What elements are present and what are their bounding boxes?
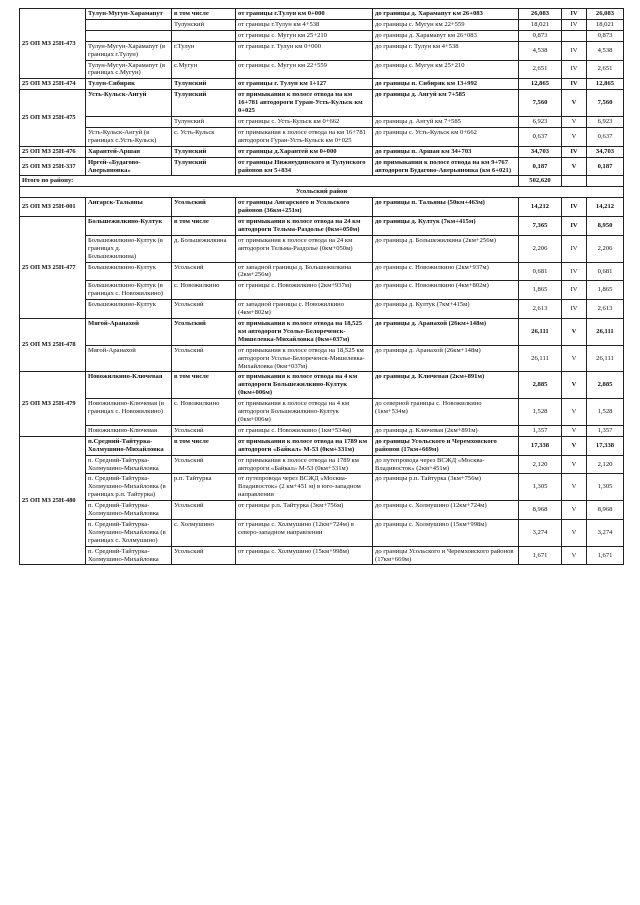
road-length: 0,873 xyxy=(519,30,562,41)
road-to: до границы с. Усть-Кульск км 0+662 xyxy=(373,127,519,146)
road-category: IV xyxy=(562,41,587,60)
total-empty-cat xyxy=(562,176,587,187)
road-category: V xyxy=(562,519,587,546)
road-total: 34,703 xyxy=(587,146,624,157)
road-total: 17,338 xyxy=(587,436,624,455)
road-name: Ангарск-Тальяны xyxy=(86,198,172,217)
road-name: Большежилкино-Култук xyxy=(86,217,172,236)
road-category: V xyxy=(562,345,587,372)
road-to: до границы д. Ключевая (2км+891м) xyxy=(373,425,519,436)
road-total: 6,923 xyxy=(587,116,624,127)
road-category: V xyxy=(562,319,587,346)
road-length: 6,923 xyxy=(519,116,562,127)
road-from: от примыкания к полосе отвода на 4 км автодороги Большежилкино-Култук (0км+006м) xyxy=(236,372,373,399)
road-from: от путепровода через ВСЖД «Москва-Владивосток» (2 км+451 м) в юго-западном направлении xyxy=(236,474,373,501)
road-area: Усольский xyxy=(172,262,236,281)
road-length: 26,111 xyxy=(519,345,562,372)
road-to: до границы Усольского и Черемховского районов (17км+669м) xyxy=(373,436,519,455)
road-length: 34,703 xyxy=(519,146,562,157)
road-total: 7,560 xyxy=(587,90,624,117)
road-code: 25 ОП МЗ 25Н-337 xyxy=(20,157,86,176)
road-name: Усть-Кульск-Ангуй xyxy=(86,90,172,117)
road-area: Тулунский xyxy=(172,19,236,30)
road-from: от примыкания к полосе отвода на 1789 км автодороги «Байкал» М-53 (0км+331м) xyxy=(236,436,373,455)
table-row xyxy=(20,372,624,399)
road-area: с. Усть-Кульск xyxy=(172,127,236,146)
road-category: V xyxy=(562,546,587,565)
road-name: п. Средний-Тайтурка-Холмушино-Михайловка xyxy=(86,501,172,520)
table-row xyxy=(20,60,624,79)
road-category: IV xyxy=(562,235,587,262)
table-row xyxy=(20,281,624,300)
road-name: Усть-Кульск-Ангуй (в границах с.Усть-Кульск) xyxy=(86,127,172,146)
table-row xyxy=(20,146,624,157)
road-name: Харантей-Аршан xyxy=(86,146,172,157)
road-code: 25 ОП МЗ 25Н-479 xyxy=(20,372,86,436)
road-name: Большежилкино-Култук xyxy=(86,300,172,319)
road-from: от примыкания к полосе отвода на 24 км автодороги Тельма-Раздолье (0км+050м) xyxy=(236,235,373,262)
table-row xyxy=(20,127,624,146)
table-row xyxy=(20,319,624,346)
road-name: Тулун-Мугун-Харамаnут (в границах г.Тулун) xyxy=(86,41,172,60)
district-heading: Усольский район xyxy=(20,187,624,198)
road-category: IV xyxy=(562,79,587,90)
road-name: п.Средний-Тайтурка-Холмушино-Михайловка xyxy=(86,436,172,455)
road-area: Тулунский xyxy=(172,79,236,90)
road-code: 25 ОП МЗ 25Н-474 xyxy=(20,79,86,90)
road-length: 26,083 xyxy=(519,9,562,20)
table-row xyxy=(20,30,624,41)
road-category: V xyxy=(562,116,587,127)
road-total: 2,613 xyxy=(587,300,624,319)
road-from: от границы г.Тулун км 0+000 xyxy=(236,9,373,20)
road-total: 26,111 xyxy=(587,345,624,372)
road-length: 0,637 xyxy=(519,127,562,146)
total-value: 502,620 xyxy=(519,176,562,187)
table-row xyxy=(20,262,624,281)
road-category: IV xyxy=(562,217,587,236)
road-to: до границы п. Тальяны (50км+463м) xyxy=(373,198,519,217)
road-category: V xyxy=(562,436,587,455)
road-length: 1,305 xyxy=(519,474,562,501)
road-category: IV xyxy=(562,146,587,157)
road-length: 2,885 xyxy=(519,372,562,399)
road-area: Усольский xyxy=(172,319,236,346)
road-length: 4,538 xyxy=(519,41,562,60)
road-length: 12,865 xyxy=(519,79,562,90)
road-total: 26,083 xyxy=(587,9,624,20)
road-total: 1,528 xyxy=(587,399,624,426)
road-to: до границы Усольского и Черемховского районов (17км+669м) xyxy=(373,546,519,565)
road-length: 2,613 xyxy=(519,300,562,319)
road-code: 25 ОП МЗ 25Н-478 xyxy=(20,319,86,372)
table-row xyxy=(20,519,624,546)
road-total: 1,305 xyxy=(587,474,624,501)
road-area: Тулунский xyxy=(172,90,236,117)
road-to: до границы р.п. Тайтурка (3км+756м) xyxy=(373,474,519,501)
table-row xyxy=(20,90,624,117)
road-total: 1,671 xyxy=(587,546,624,565)
table-row xyxy=(20,235,624,262)
road-name: Тулун-Сибиряк xyxy=(86,79,172,90)
road-from: от примыкания к полосе отвода на 24 км автодороги Тельма-Раздолье (0км+050м) xyxy=(236,217,373,236)
table-row xyxy=(20,157,624,176)
table-row xyxy=(20,217,624,236)
road-total: 0,187 xyxy=(587,157,624,176)
road-to: до границы д. Аранахой (26км+148м) xyxy=(373,319,519,346)
road-area: Усольский xyxy=(172,501,236,520)
table-section-usolye xyxy=(20,198,624,565)
road-area: с. Холмушино xyxy=(172,519,236,546)
road-length: 1,671 xyxy=(519,546,562,565)
road-to: до границы д. Харамаnут км 26+083 xyxy=(373,9,519,20)
road-name: Большежилкино-Култук (в границах д. Большежилкина) xyxy=(86,235,172,262)
total-label: Итого по району: xyxy=(20,176,519,187)
road-area: с. Новожилкино xyxy=(172,281,236,300)
road-code: 25 ОП МЗ 25Н-475 xyxy=(20,90,86,146)
road-category: IV xyxy=(562,60,587,79)
road-from: от границы д.Харантей км 0+000 xyxy=(236,146,373,157)
road-category: V xyxy=(562,90,587,117)
road-to: до границы д. Ангуй км 7+585 xyxy=(373,116,519,127)
road-area: в том числе xyxy=(172,217,236,236)
road-from: от границы г.Тулун км 4+538 xyxy=(236,19,373,30)
road-category: IV xyxy=(562,9,587,20)
road-category: V xyxy=(562,474,587,501)
road-from: от границы г. Тулун км 1+127 xyxy=(236,79,373,90)
road-to: до границы д. Култук (7км+415м) xyxy=(373,300,519,319)
road-from: от примыкания к полосе отвода на км 16+781 автодороги Гуран-Усть-Кульск км 0+025 xyxy=(236,127,373,146)
road-category: V xyxy=(562,157,587,176)
road-length: 26,111 xyxy=(519,319,562,346)
road-to: до примыкания к полосе отвода на км 9+767 автодороги Будагово-Аверьяновка (км 6+021) xyxy=(373,157,519,176)
road-category: V xyxy=(562,372,587,399)
road-length: 0,187 xyxy=(519,157,562,176)
table-row xyxy=(20,501,624,520)
road-to: до границы с. Холмушино (12км+724м) xyxy=(373,501,519,520)
road-area: Усольский xyxy=(172,425,236,436)
table-summary xyxy=(20,176,624,198)
road-name: Новожилкино-Ключевая xyxy=(86,372,172,399)
road-to: до путепровода через ВСЖД «Москва-Владивосток» (2км+451м) xyxy=(373,455,519,474)
road-total: 0,681 xyxy=(587,262,624,281)
road-name xyxy=(86,116,172,127)
roads-table xyxy=(19,8,624,565)
road-length: 18,021 xyxy=(519,19,562,30)
road-category: V xyxy=(562,399,587,426)
road-total: 8,950 xyxy=(587,217,624,236)
table-row xyxy=(20,300,624,319)
road-to: до границы д. Большежилкина (2км+256м) xyxy=(373,235,519,262)
road-category: V xyxy=(562,425,587,436)
road-from: от примыкания к полосе отвода на 18,525 км автодороги Усолье-Белореченск-Мишелевка-Михайловка (0км+037м) xyxy=(236,345,373,372)
table-row xyxy=(20,116,624,127)
road-category: IV xyxy=(562,262,587,281)
road-from: от границы Нижнеудинского и Тулунского районов км 5+834 xyxy=(236,157,373,176)
road-to: до границы д. Аранахой (26км+148м) xyxy=(373,345,519,372)
road-name: п. Средний-Тайтурка-Холмушино-Михайловка xyxy=(86,455,172,474)
road-category: V xyxy=(562,127,587,146)
road-category: IV xyxy=(562,281,587,300)
table-row xyxy=(20,474,624,501)
road-area: Тулунский xyxy=(172,146,236,157)
road-name: п. Средний-Тайтурка-Холмушино-Михайловка (в границах с. Холмушино) xyxy=(86,519,172,546)
road-to: до границы г. Тулун км 4+538 xyxy=(373,41,519,60)
table-row xyxy=(20,546,624,565)
road-area: д. Большежилкина xyxy=(172,235,236,262)
road-area: р.п. Тайтурка xyxy=(172,474,236,501)
table-row xyxy=(20,399,624,426)
table-row xyxy=(20,79,624,90)
road-code: 25 ОП МЗ 25Н-480 xyxy=(20,436,86,565)
road-from: от границы с. Новожилкино (1км+534м) xyxy=(236,425,373,436)
road-from: от западной границы д. Большежилкина (2км+256м) xyxy=(236,262,373,281)
road-total: 1,865 xyxy=(587,281,624,300)
table-row xyxy=(20,436,624,455)
road-to: до границы с. Мугун км 22+559 xyxy=(373,19,519,30)
road-total: 2,206 xyxy=(587,235,624,262)
road-category xyxy=(562,30,587,41)
road-code: 25 ОП МЗ 25Н-473 xyxy=(20,9,86,79)
road-total: 14,212 xyxy=(587,198,624,217)
road-area: Усольский xyxy=(172,300,236,319)
table-row xyxy=(20,345,624,372)
road-total: 12,865 xyxy=(587,79,624,90)
road-area: в том числе xyxy=(172,9,236,20)
road-total: 3,274 xyxy=(587,519,624,546)
road-to: до северной границы с. Новожилкино (1км+534м) xyxy=(373,399,519,426)
road-length: 14,212 xyxy=(519,198,562,217)
road-from: от границы с. Мугун км 22+559 xyxy=(236,60,373,79)
road-from: от западной границы с. Новожилкино (4км+802м) xyxy=(236,300,373,319)
road-from: от примыкания к полосе отвода на 1789 км автодороги «Байкал» М-53 (0км+331м) xyxy=(236,455,373,474)
road-total: 26,111 xyxy=(587,319,624,346)
road-length: 1,865 xyxy=(519,281,562,300)
road-area: Тулунский xyxy=(172,116,236,127)
road-length: 7,365 xyxy=(519,217,562,236)
road-from: от границы г. Тулун км 0+000 xyxy=(236,41,373,60)
road-length: 2,206 xyxy=(519,235,562,262)
road-to: до границы д. Харамаnут км 26+083 xyxy=(373,30,519,41)
road-length: 8,968 xyxy=(519,501,562,520)
road-from: от примыкания к полосе отвода на км 16+781 автодороги Гуран-Усть-Кульск км 0+025 xyxy=(236,90,373,117)
road-name: п. Средний-Тайтурка-Холмушино-Михайловка (в границах р.п. Тайтурка) xyxy=(86,474,172,501)
road-name: Новожилкино-Ключевая xyxy=(86,425,172,436)
road-to: до границы с. Новожилкино (4км+802м) xyxy=(373,281,519,300)
road-code: 25 ОП МЗ 25Н-477 xyxy=(20,217,86,319)
road-length: 1,357 xyxy=(519,425,562,436)
road-length: 2,120 xyxy=(519,455,562,474)
road-area: в том числе xyxy=(172,436,236,455)
road-total: 2,120 xyxy=(587,455,624,474)
road-area: в том числе xyxy=(172,372,236,399)
table-row xyxy=(20,425,624,436)
road-total: 8,968 xyxy=(587,501,624,520)
road-category: V xyxy=(562,455,587,474)
road-from: от границы с. Мугун км 25+210 xyxy=(236,30,373,41)
road-name: п. Средний-Тайтурка-Холмушино-Михайловка xyxy=(86,546,172,565)
road-length: 17,338 xyxy=(519,436,562,455)
road-name: Тулун-Мугун-Харамаnут (в границах с.Мугун) xyxy=(86,60,172,79)
table-row xyxy=(20,9,624,20)
road-area: с.Мугун xyxy=(172,60,236,79)
road-area: с. Новожилкино xyxy=(172,399,236,426)
road-length: 2,651 xyxy=(519,60,562,79)
table-row xyxy=(20,455,624,474)
road-total: 0,873 xyxy=(587,30,624,41)
road-category: V xyxy=(562,501,587,520)
road-from: от границы Ангарского и Усольского районов (36км+251м) xyxy=(236,198,373,217)
road-total: 2,885 xyxy=(587,372,624,399)
road-name: Мягой-Аранахой xyxy=(86,345,172,372)
road-from: от границы с. Усть-Кульск км 0+662 xyxy=(236,116,373,127)
road-from: от границы с. Новожилкино (2км+937м) xyxy=(236,281,373,300)
road-total: 4,538 xyxy=(587,41,624,60)
total-empty-len xyxy=(587,176,624,187)
road-area xyxy=(172,30,236,41)
road-to: до границы с. Холмушино (15км+998м) xyxy=(373,519,519,546)
road-name: Новожилкино-Ключевая (в границах с. Новожилкино) xyxy=(86,399,172,426)
road-to: до границы д. Ключевая (2км+891м) xyxy=(373,372,519,399)
road-category: IV xyxy=(562,19,587,30)
road-total: 1,357 xyxy=(587,425,624,436)
road-area: Усольский xyxy=(172,455,236,474)
road-category: IV xyxy=(562,300,587,319)
road-length: 3,274 xyxy=(519,519,562,546)
road-name xyxy=(86,30,172,41)
road-to: до границы п. Сибиряк км 13+992 xyxy=(373,79,519,90)
road-to: до границы с. Мугун км 25+210 xyxy=(373,60,519,79)
road-name: Мягой-Аранахой xyxy=(86,319,172,346)
road-from: от границы с. Холмушино (12км+724м) в северо-западном направлении xyxy=(236,519,373,546)
road-from: от границы с. Холмушино (15км+998м) xyxy=(236,546,373,565)
road-length: 0,681 xyxy=(519,262,562,281)
road-area: Усольский xyxy=(172,198,236,217)
road-length: 1,528 xyxy=(519,399,562,426)
road-total: 18,021 xyxy=(587,19,624,30)
road-area: г.Тулун xyxy=(172,41,236,60)
road-to: до границы д. Ангуй км 7+585 xyxy=(373,90,519,117)
road-to: до границы п. Аршан км 34+703 xyxy=(373,146,519,157)
road-total: 0,637 xyxy=(587,127,624,146)
road-to: до границы д. Култук (7км+415м) xyxy=(373,217,519,236)
road-from: от примыкания к полосе отвода на 4 км автодороги Большежилкино-Култук (0км+006м) xyxy=(236,399,373,426)
road-name: Большежилкино-Култук xyxy=(86,262,172,281)
road-category: IV xyxy=(562,198,587,217)
road-name xyxy=(86,19,172,30)
table-section-tulun xyxy=(20,9,624,176)
road-area: Усольский xyxy=(172,345,236,372)
table-row xyxy=(20,198,624,217)
road-from: от границы р.п. Тайтурка (3км+756м) xyxy=(236,501,373,520)
road-code: 25 ОП МЗ 25Н-001 xyxy=(20,198,86,217)
road-name: Иргей-«Будагово-Аверьяновка» xyxy=(86,157,172,176)
road-area: Усольский xyxy=(172,546,236,565)
road-to: до границы с. Новожилкино (2км+937м) xyxy=(373,262,519,281)
road-name: Большежилкино-Култук (в границах с. Новожилкино) xyxy=(86,281,172,300)
road-name: Тулун-Мугун-Харамаnут xyxy=(86,9,172,20)
road-code: 25 ОП МЗ 25Н-476 xyxy=(20,146,86,157)
road-area: Тулунский xyxy=(172,157,236,176)
road-length: 7,560 xyxy=(519,90,562,117)
table-row xyxy=(20,19,624,30)
table-row xyxy=(20,41,624,60)
road-from: от примыкания к полосе отвода на 18,525 км автодороги Усолье-Белореченск-Мишелевка-Михайловка (0км+037м) xyxy=(236,319,373,346)
road-total: 2,651 xyxy=(587,60,624,79)
